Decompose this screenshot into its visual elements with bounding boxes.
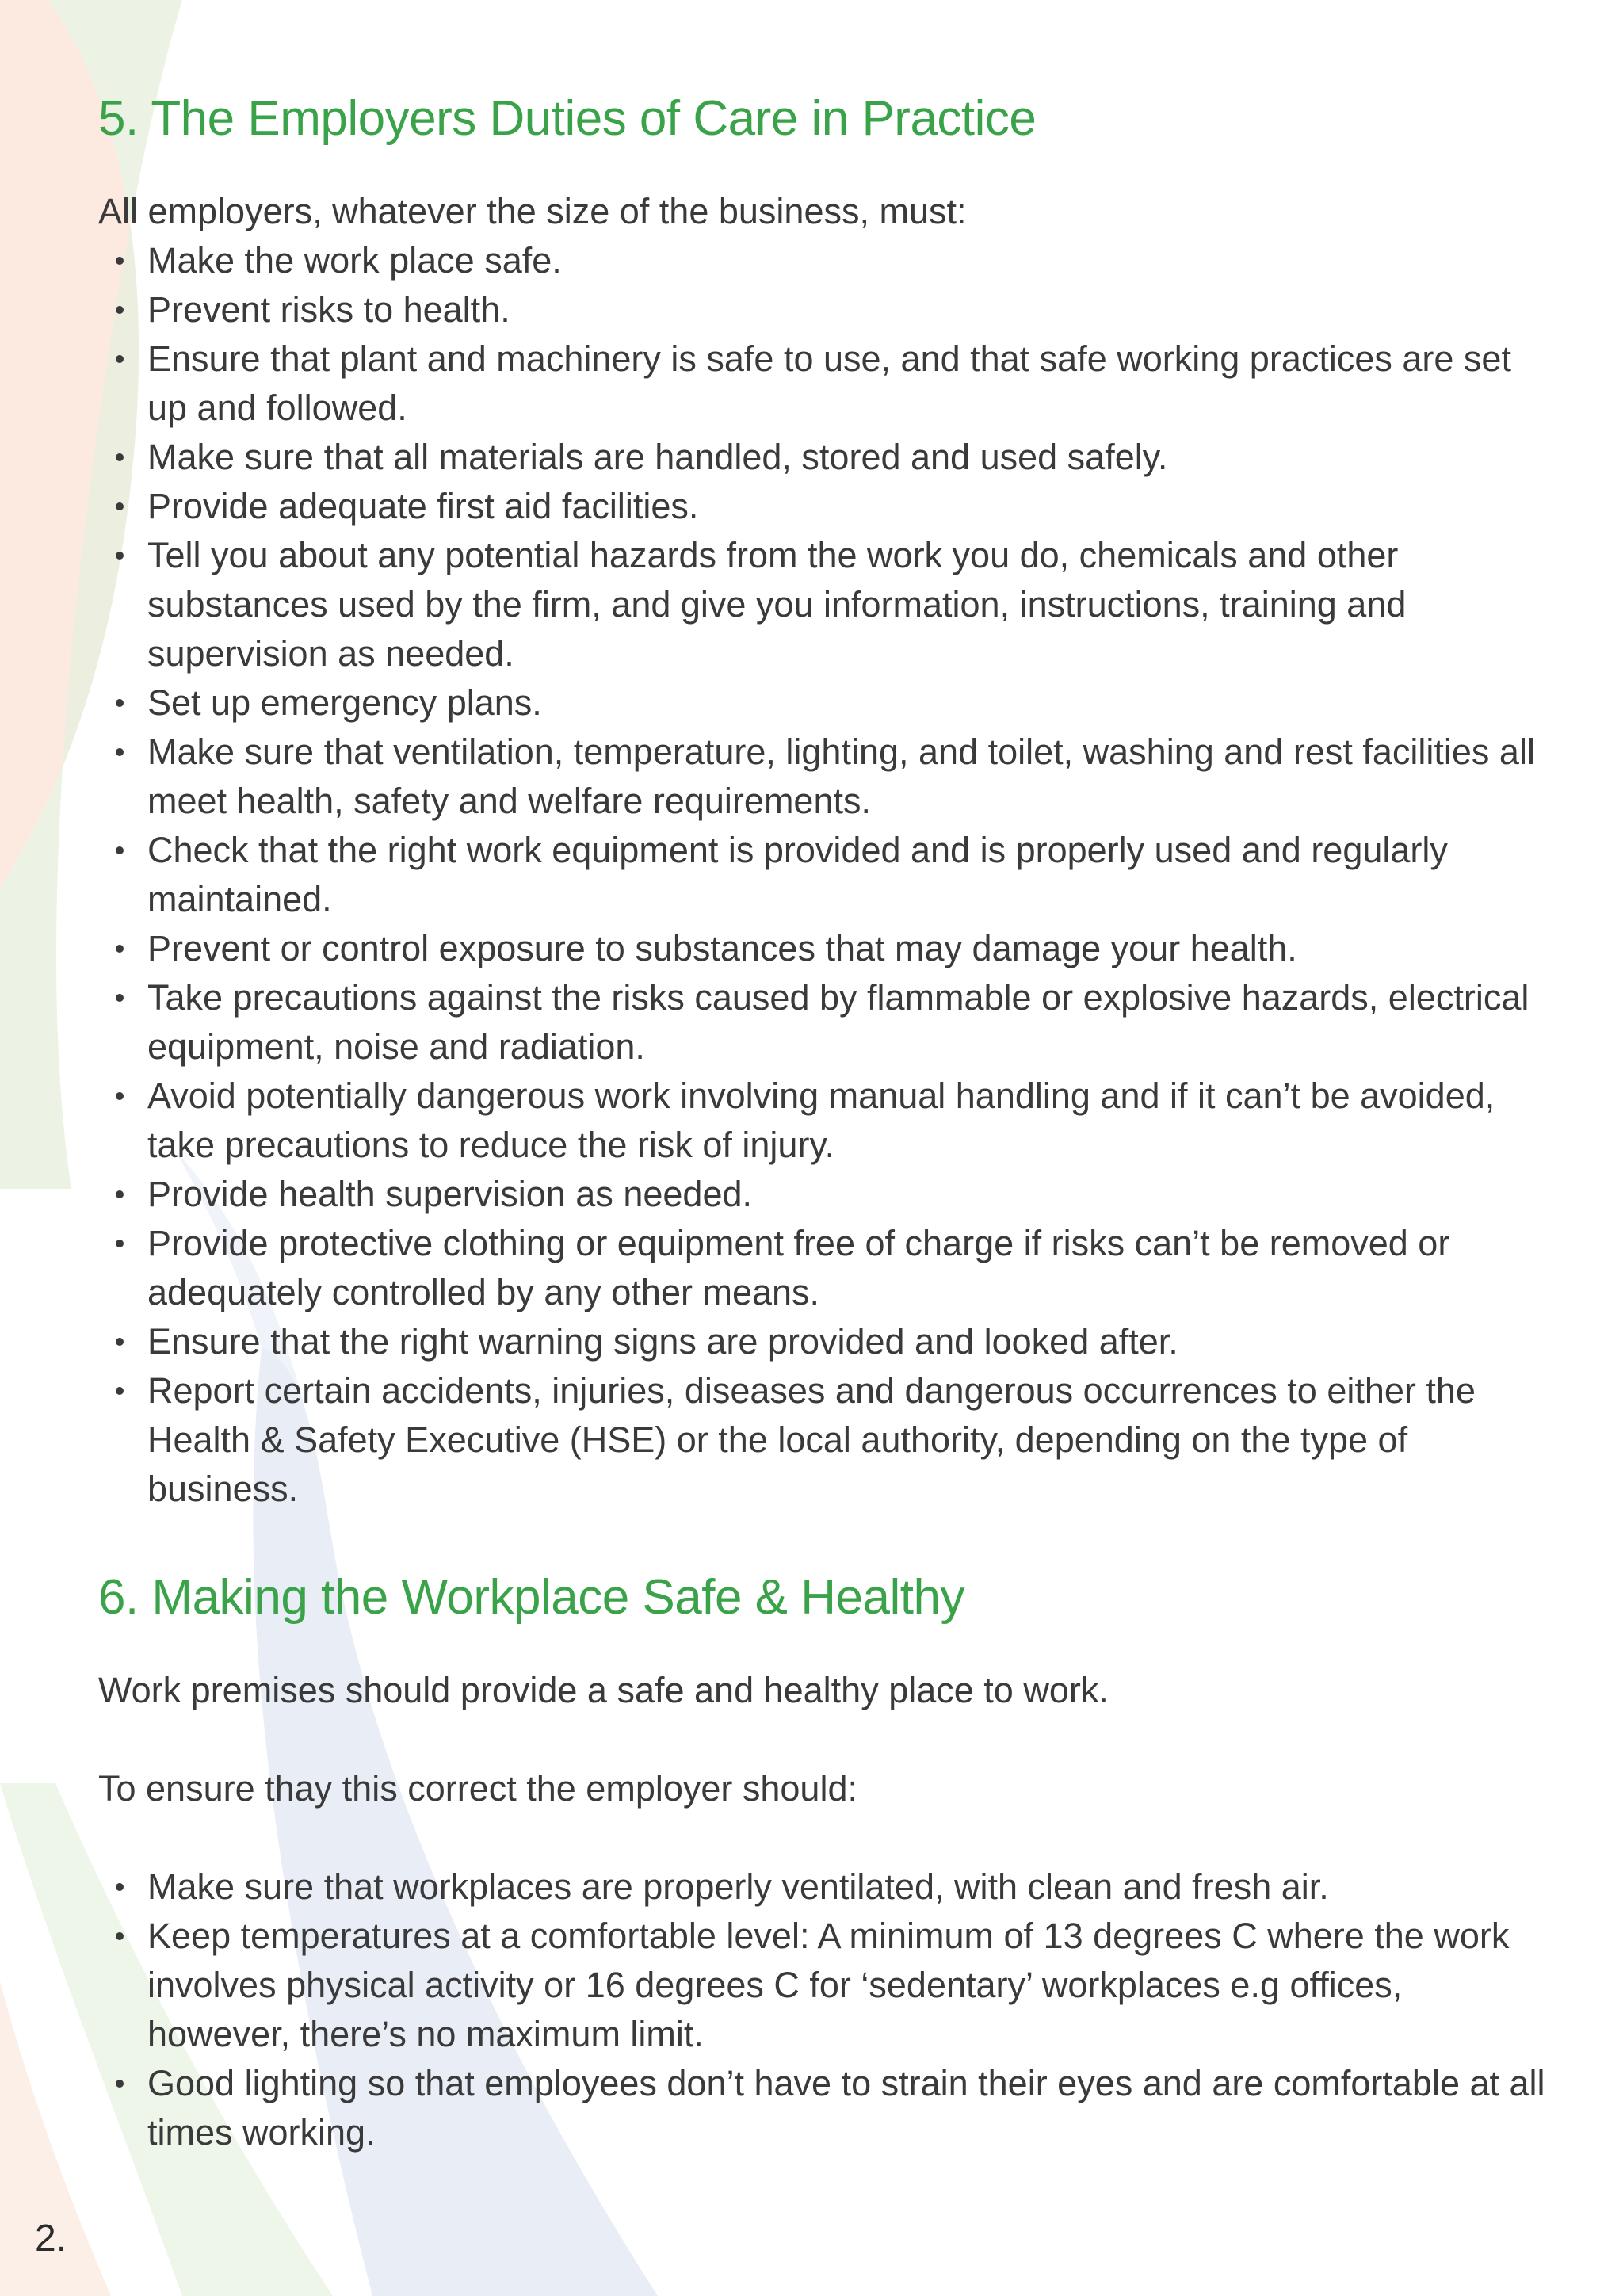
list-item bbox=[98, 1219, 1549, 1317]
spacer bbox=[98, 1715, 1549, 1764]
section-6-list bbox=[98, 1862, 1549, 2157]
list-item bbox=[98, 1366, 1549, 1514]
bullet-icon bbox=[116, 748, 124, 756]
page-number: 2. bbox=[35, 2218, 67, 2260]
list-item-text: Tell you about any potential hazards from the work you do, chemicals and other substances used by the firm, and give you information, instructions, training and supervision as needed. bbox=[147, 535, 1407, 674]
list-item bbox=[98, 728, 1549, 826]
bullet-icon bbox=[116, 502, 124, 510]
list-item bbox=[98, 531, 1549, 678]
bullet-icon bbox=[116, 552, 124, 560]
bullet-icon bbox=[116, 846, 124, 854]
bullet-icon bbox=[116, 1883, 124, 1891]
list-item bbox=[98, 1912, 1549, 2059]
list-item-text: Prevent risks to health. bbox=[147, 289, 510, 330]
list-item-text: Good lighting so that employees don’t have to strain their eyes and are comfortable at all times working. bbox=[147, 2063, 1545, 2153]
bullet-icon bbox=[116, 306, 124, 314]
list-item bbox=[98, 2059, 1549, 2157]
bullet-icon bbox=[116, 453, 124, 461]
list-item bbox=[98, 285, 1549, 334]
spacer bbox=[98, 1514, 1549, 1564]
list-item bbox=[98, 826, 1549, 924]
list-item-text: Make sure that ventilation, temperature, lighting, and toilet, washing and rest facilities all meet health, safety and welfare requirements. bbox=[147, 732, 1535, 821]
bullet-icon bbox=[116, 1338, 124, 1346]
list-item bbox=[98, 973, 1549, 1072]
list-item-text: Provide health supervision as needed. bbox=[147, 1174, 753, 1214]
list-item bbox=[98, 482, 1549, 531]
list-item-text: Check that the right work equipment is provided and is properly used and regularly maintained. bbox=[147, 830, 1448, 919]
section-6-paragraph-2: To ensure thay this correct the employer should: bbox=[98, 1768, 857, 1809]
bullet-icon bbox=[116, 1190, 124, 1198]
bullet-icon bbox=[116, 2080, 124, 2088]
list-item bbox=[98, 924, 1549, 973]
bullet-icon bbox=[116, 945, 124, 953]
section-5-intro: All employers, whatever the size of the business, must: bbox=[98, 191, 967, 231]
list-item-text: Ensure that the right warning signs are provided and looked after. bbox=[147, 1321, 1178, 1362]
list-item bbox=[98, 236, 1549, 285]
list-item bbox=[98, 334, 1549, 433]
bullet-icon bbox=[116, 257, 124, 265]
section-6-paragraph-1: Work premises should provide a safe and healthy place to work. bbox=[98, 1670, 1109, 1710]
list-item-text: Avoid potentially dangerous work involving manual handling and if it can’t be avoided, take precautions to reduce the risk of injury. bbox=[147, 1075, 1495, 1165]
bullet-icon bbox=[116, 994, 124, 1002]
list-item-text: Take precautions against the risks caused by flammable or explosive hazards, electrical equipment, noise and radiation. bbox=[147, 977, 1529, 1067]
list-item-text: Make the work place safe. bbox=[147, 240, 562, 281]
section-5-list bbox=[98, 236, 1549, 1514]
list-item-text: Ensure that plant and machinery is safe to use, and that safe working practices are set up and followed. bbox=[147, 338, 1511, 428]
list-item bbox=[98, 1317, 1549, 1366]
bullet-icon bbox=[116, 1240, 124, 1247]
list-item bbox=[98, 433, 1549, 482]
section-6-title: 6. Making the Workplace Safe & Healthy bbox=[98, 1570, 964, 1625]
list-item-text: Provide adequate first aid facilities. bbox=[147, 486, 699, 526]
list-item bbox=[98, 1072, 1549, 1170]
list-item-text: Set up emergency plans. bbox=[147, 682, 542, 723]
list-item-text: Make sure that workplaces are properly ventilated, with clean and fresh air. bbox=[147, 1866, 1329, 1907]
spacer bbox=[98, 1631, 1549, 1666]
page-content bbox=[98, 86, 1549, 2157]
list-item-text: Report certain accidents, injuries, diseases and dangerous occurrences to either the Health & Safety Executive (HSE) or the local authority, depending on the type of business. bbox=[147, 1370, 1476, 1509]
bullet-icon bbox=[116, 355, 124, 363]
bullet-icon bbox=[116, 1932, 124, 1940]
bullet-icon bbox=[116, 1387, 124, 1395]
list-item bbox=[98, 1170, 1549, 1219]
list-item bbox=[98, 678, 1549, 728]
list-item-text: Prevent or control exposure to substances that may damage your health. bbox=[147, 928, 1297, 968]
list-item bbox=[98, 1862, 1549, 1912]
section-5-title: 5. The Employers Duties of Care in Practice bbox=[98, 91, 1037, 146]
bullet-icon bbox=[116, 699, 124, 707]
spacer bbox=[98, 1813, 1549, 1862]
list-item-text: Provide protective clothing or equipment free of charge if risks can’t be removed or adequately controlled by any other means. bbox=[147, 1223, 1450, 1312]
spacer bbox=[98, 152, 1549, 187]
list-item-text: Keep temperatures at a comfortable level: A minimum of 13 degrees C where the work involves physical activity or 16 degrees C for ‘sedentary’ workplaces e.g offices, however, there’s no maximum limit. bbox=[147, 1916, 1510, 2054]
bullet-icon bbox=[116, 1092, 124, 1100]
list-item-text: Make sure that all materials are handled, stored and used safely. bbox=[147, 437, 1168, 477]
